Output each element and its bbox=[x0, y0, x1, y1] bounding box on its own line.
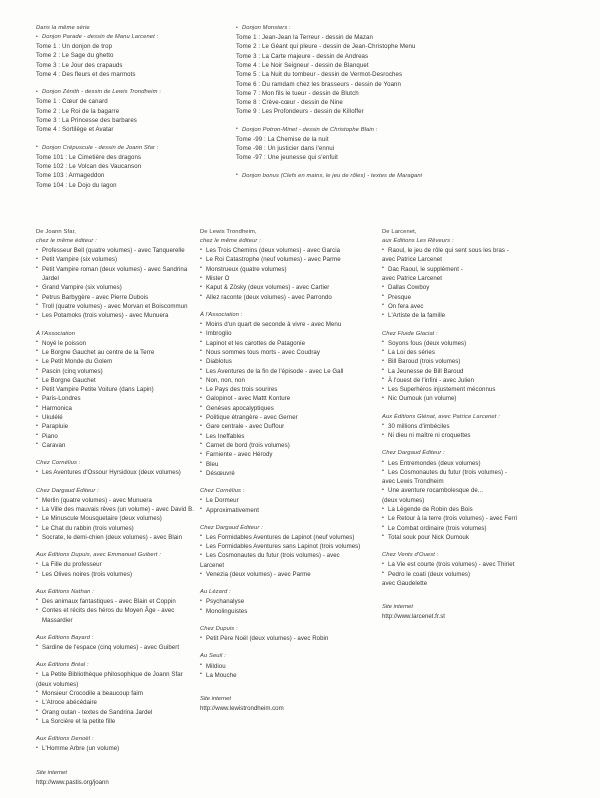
series-title bbox=[36, 88, 218, 97]
bibliography-item: • Parapluie bbox=[36, 422, 200, 431]
series-title-credit: - dessin de Christophe Blain bbox=[297, 126, 375, 133]
site-label-trondheim: Site internet bbox=[200, 696, 231, 703]
series-volume-line: Tome 7 : Mon fils le tueur - dessin de Blutch bbox=[236, 89, 359, 97]
bibliography-item: • Kaput & Zösky (deux volumes) - avec Cartier bbox=[200, 283, 382, 292]
publisher-group bbox=[36, 588, 200, 625]
series-volume-line: Tome 5 : La Nuit du tombeur - dessin de Vermot-Desroches bbox=[236, 71, 403, 79]
publisher-group bbox=[200, 487, 382, 515]
series-volume-line: Tome -98 : Un justicier dans l'ennui bbox=[236, 145, 335, 153]
bibliography-item: • Merlin (quatre volumes) - avec Munuera bbox=[36, 496, 200, 505]
bibliography-item: • La Jeunesse de Bill Baroud bbox=[382, 367, 600, 376]
bibliography-item: avec Lewis Trondheim bbox=[382, 478, 444, 486]
publisher-group bbox=[36, 330, 200, 451]
bibliography-item: Larcenet bbox=[200, 561, 225, 569]
publisher-heading: À l'Association bbox=[36, 330, 76, 337]
bibliography-item: • Presque bbox=[382, 293, 600, 302]
series-title-name: Donjon Potron-Minet bbox=[242, 126, 298, 133]
publisher-heading: Chez Cornélius : bbox=[200, 488, 245, 495]
series-group bbox=[236, 172, 600, 181]
publisher-group bbox=[36, 551, 200, 579]
bibliography-item: • Petit Vampire (six volumes) bbox=[36, 255, 200, 264]
publisher-heading: Au Lézard : bbox=[200, 589, 231, 596]
publisher-heading: Au Seuil : bbox=[200, 653, 226, 660]
publisher-group bbox=[382, 246, 600, 320]
publisher-heading: À l'Association : bbox=[200, 311, 243, 318]
bibliography-column-larcenet bbox=[382, 228, 600, 787]
bibliography-item: • Grand Vampire (six volumes) bbox=[36, 283, 200, 292]
bibliography-item: • Mister O bbox=[200, 274, 382, 283]
series-title bbox=[36, 144, 218, 153]
bibliography-item: • 30 millions d'imbéciles bbox=[382, 422, 600, 431]
site-label-larcenet: Site internet bbox=[382, 604, 413, 611]
publisher-heading: Chez Dargaud Éditeur : bbox=[200, 524, 263, 531]
bibliography-item: • Piano bbox=[36, 432, 200, 441]
bibliography-item: • La Vie est courte (trois volumes) - avec Thiriet bbox=[382, 560, 600, 569]
bibliography-column-sfar bbox=[0, 228, 200, 787]
bibliography-item: • Imbroglio bbox=[200, 329, 382, 338]
bibliography-item: • Lapinot et les carottes de Patagonie bbox=[200, 339, 382, 348]
publisher-heading: Aux Éditions Bayard : bbox=[36, 634, 94, 641]
publisher-group bbox=[36, 459, 200, 477]
series-volume-line: Tome -97 : Une jeunesse qui s'enfuit bbox=[236, 154, 338, 162]
series-volume-line: Tome 3 : Le Jour des crapauds bbox=[36, 61, 123, 69]
bibliography-item: • Le Petit Monde du Golem bbox=[36, 357, 200, 366]
series-title bbox=[236, 172, 600, 181]
bibliography-item: • Approximativement bbox=[200, 506, 382, 515]
publisher-group bbox=[36, 661, 200, 726]
bibliography-item: • Professeur Bell (quatre volumes) - avec Tanquerelle bbox=[36, 246, 200, 255]
publisher-heading: Aux Éditions Glénat, avec Patrice Larcenet : bbox=[382, 413, 500, 420]
bibliography-item: • Les Potamoks (trois volumes) - avec Munuera bbox=[36, 311, 200, 320]
bibliography-item: • Bill Baroud (trois volumes) bbox=[382, 357, 600, 366]
bibliography-item: • Des animaux fantastiques - avec Blain et Coppin bbox=[36, 597, 200, 606]
site-url-trondheim[interactable]: http://www.lewistrondheim.com bbox=[200, 705, 284, 713]
bibliography-item: • Socrate, le demi-chien (deux volumes) - avec Blain bbox=[36, 533, 200, 542]
bibliography-item: • Ni dieu ni maître ni croquettes bbox=[382, 431, 600, 440]
series-volume-line: Tome 9 : Les Profondeurs - dessin de Killoffer bbox=[236, 108, 364, 116]
bibliography-item: • Une aventure rocambolesque de... bbox=[382, 486, 600, 495]
publisher-group bbox=[382, 330, 600, 404]
bibliography-item: • Paris-Londres bbox=[36, 394, 200, 403]
bibliography-item: • Les Superhéros injustement méconnus bbox=[382, 385, 600, 394]
author-subtitle-trondheim: chez le même éditeur : bbox=[200, 238, 261, 245]
publisher-heading: Chez Dargaud Éditeur : bbox=[36, 487, 99, 494]
series-title-suffix: : bbox=[287, 25, 291, 31]
publisher-group bbox=[36, 487, 200, 543]
bibliography-item: • Nous sommes tous morts - avec Coudray bbox=[200, 348, 382, 357]
bibliography-item: • La Légende de Robin des Bois bbox=[382, 505, 600, 514]
bibliography-item: • Les Aventures de la fin de l'épisode - avec Le Gall bbox=[200, 367, 382, 376]
series-volume-line: Tome 2 : Le Roi de la bagarre bbox=[36, 107, 120, 115]
same-series-right-groups bbox=[236, 24, 600, 181]
publisher-group bbox=[382, 551, 600, 588]
same-series-left-groups bbox=[36, 33, 218, 190]
bibliography-item: • Galopinot - avec Mattt Konture bbox=[200, 394, 382, 403]
series-volume-line: Tome 3 : La Princesse des barbares bbox=[36, 117, 137, 125]
series-group bbox=[236, 24, 600, 117]
bibliography-item: • Sardine de l'espace (cinq volumes) - avec Guibert bbox=[36, 643, 200, 652]
bibliography-item: • Dac Raoul, le supplément - bbox=[382, 265, 600, 274]
bibliography-item: • La Ville des mauvais rêves (un volume) - avec David B. bbox=[36, 505, 200, 514]
bibliography-item: • Les Ineffables bbox=[200, 432, 382, 441]
bibliography-item: • Le Chat du rabbin (trois volumes) bbox=[36, 524, 200, 533]
series-volume-line: Tome 2 : Le Géant qui pleure - dessin de Jean-Christophe Menu bbox=[236, 43, 416, 51]
series-volume-line: Tome 102 : Le Volcan des Vaucanson bbox=[36, 163, 142, 171]
bibliography-item: • Venezia (deux volumes) - avec Parme bbox=[200, 570, 382, 579]
bibliography-item: • Ukulélé bbox=[36, 413, 200, 422]
series-volume-line: Tome 104 : Le Dojo du lagon bbox=[36, 181, 117, 189]
publisher-group bbox=[36, 246, 200, 320]
series-group bbox=[36, 88, 218, 134]
bibliography-item: • Bleu bbox=[200, 460, 382, 469]
bibliography-item: • Nic Oumouk (un volume) bbox=[382, 394, 600, 403]
publisher-heading: Chez Vents d'Ouest : bbox=[382, 552, 439, 559]
series-title bbox=[236, 126, 600, 135]
bibliography-item: • Petrus Barbygère - avec Pierre Dubois bbox=[36, 293, 200, 302]
publisher-heading: Aux Éditions Dupuis, avec Emmanuel Guibert : bbox=[36, 552, 161, 559]
trondheim-sections bbox=[200, 246, 382, 680]
bibliography-item: • Les Formidables Aventures de Lapinot (neuf volumes) bbox=[200, 533, 382, 542]
series-title-name: Donjon Crépuscule bbox=[42, 144, 94, 151]
series-volume-line: Tome 1 : Jean-Jean la Terreur - dessin de Mazan bbox=[236, 34, 374, 42]
bibliography-item: • Le Retour à la terre (trois volumes) - avec Ferri bbox=[382, 514, 600, 523]
bibliography-item: • Farniente - avec Hérody bbox=[200, 450, 382, 459]
bibliography-item: • La Petite Bibliothèque philosophique de Joann Sfar bbox=[36, 670, 200, 679]
author-name-sfar: De Joann Sfar, bbox=[36, 229, 77, 235]
bibliography-item: • Le Combat ordinaire (trois volumes) bbox=[382, 524, 600, 533]
bibliography-item: • Le Borgne Gauchet au centre de la Terre bbox=[36, 348, 200, 357]
same-series-left-column bbox=[0, 24, 218, 199]
bibliography-item: • Petit Vampire roman (deux volumes) - avec Sandrina Jardel bbox=[36, 265, 200, 284]
publisher-group bbox=[200, 246, 382, 302]
bibliography-item: • La Fille du professeur bbox=[36, 560, 200, 569]
bibliography-item: • Les Olives noires (trois volumes) bbox=[36, 570, 200, 579]
bibliography-item: • Carnet de bord (trois volumes) bbox=[200, 441, 382, 450]
bibliography-item: • Le Roi Catastrophe (neuf volumes) - avec Parme bbox=[200, 255, 382, 264]
bibliography-item: • Les Aventures d'Ossour Hyrsidoux (deux volumes) bbox=[36, 468, 200, 477]
publisher-group bbox=[36, 735, 200, 753]
series-title-credit: - dessin de Joann Sfar bbox=[93, 144, 155, 151]
publisher-group bbox=[200, 652, 382, 680]
bibliography-item: • La Loi des séries bbox=[382, 348, 600, 357]
bibliography-item: • Petit Vampire Petite Voiture (dans Lapin) bbox=[36, 385, 200, 394]
bibliography-item: • L'Atroce abécédaire bbox=[36, 698, 200, 707]
publisher-group bbox=[382, 449, 600, 542]
bibliography-item: • Non, non, non bbox=[200, 376, 382, 385]
series-title-suffix: : bbox=[154, 34, 159, 41]
series-volume-line: Tome 1 : Un donjon de trop bbox=[36, 43, 113, 51]
bibliography-item: • Contes et récits des héros du Moyen Âge - avec Massardier bbox=[36, 606, 200, 625]
bibliography-item: • Troll (quatre volumes) - avec Morvan et Boiscommun bbox=[36, 302, 200, 311]
bibliography-item: • Politique étrangère - avec Gerner bbox=[200, 413, 382, 422]
bibliography-item: • À l'ouest de l'infini - avec Julien bbox=[382, 376, 600, 385]
publisher-heading: Chez Dargaud Éditeur : bbox=[382, 450, 445, 457]
bibliography-item: • Monstrueux (quatre volumes) bbox=[200, 265, 382, 274]
bibliography-item: • Désœuvré bbox=[200, 469, 382, 478]
publisher-group bbox=[200, 311, 382, 478]
bibliography-item: • Monsieur Crocodile a beaucoup faim bbox=[36, 689, 200, 698]
bibliography-item: (deux volumes) bbox=[36, 680, 79, 688]
bibliography-item: • Allez raconte (deux volumes) - avec Parrondo bbox=[200, 293, 382, 302]
author-name-trondheim: De Lewis Trondheim, bbox=[200, 229, 257, 235]
series-group bbox=[236, 126, 600, 163]
author-name-larcenet: De Larcenet, bbox=[382, 229, 417, 235]
publisher-heading: Chez Fluide Glacial : bbox=[382, 330, 438, 337]
bibliography-item: • Dallas Cowboy bbox=[382, 283, 600, 292]
series-title-suffix: : bbox=[154, 144, 159, 151]
series-title-credit: - dessin de Manu Larcenet bbox=[81, 34, 155, 41]
series-volume-line: Tome 4 : Le Noir Seigneur - dessin de Blanquet bbox=[236, 61, 369, 69]
author-subtitle-larcenet: aux Éditions Les Rêveurs : bbox=[382, 238, 454, 245]
bibliography-item: avec Patrice Larcenet bbox=[382, 256, 442, 264]
series-title-suffix: : bbox=[374, 126, 378, 133]
publisher-heading: Aux Éditions Nathan : bbox=[36, 588, 94, 595]
series-volume-line: Tome -99 : La Chemise de la nuit bbox=[236, 135, 329, 143]
publisher-group bbox=[382, 413, 600, 441]
bibliography-item: (deux volumes) bbox=[382, 496, 425, 504]
bibliography-item: • Les Cosmonautes du futur (trois volumes) - bbox=[382, 468, 600, 477]
publisher-heading: Aux Éditions Denoël : bbox=[36, 736, 94, 743]
series-title bbox=[236, 24, 600, 33]
bibliography-item: • Psychanalyse bbox=[200, 597, 382, 606]
site-url-larcenet[interactable]: http://www.larcenet.fr.st bbox=[382, 613, 445, 621]
publisher-heading: Chez Cornélius : bbox=[36, 460, 81, 467]
series-volume-line: Tome 103 : Armageddon bbox=[36, 172, 105, 180]
bibliography-column-trondheim bbox=[200, 228, 382, 787]
series-title-credit: - dessin de Lewis Trondheim bbox=[79, 89, 158, 96]
series-volume-line: Tome 2 : Le Sage du ghetto bbox=[36, 52, 114, 60]
same-series-intro: Dans la même série bbox=[36, 25, 90, 31]
bibliography-item: • Mildiou bbox=[200, 662, 382, 671]
site-label-sfar: Site internet bbox=[36, 769, 67, 776]
bibliography-item: • Orang outan - textes de Sandrina Jardel bbox=[36, 708, 200, 717]
site-url-sfar[interactable]: http://www.pastis.org/joann bbox=[36, 778, 109, 786]
bibliography-item: • Total souk pour Nick Oumouk bbox=[382, 533, 600, 542]
bibliography-item: • Pascin (cinq volumes) bbox=[36, 367, 200, 376]
bibliography-item: • Les Cosmonautes du futur (trois volumes) - avec bbox=[200, 551, 382, 560]
series-group bbox=[36, 144, 218, 190]
series-volume-line: Tome 4 : Sortilège et Avatar bbox=[36, 126, 114, 134]
series-volume-line: Tome 3 : La Carte majeure - dessin de Andreas bbox=[236, 52, 369, 60]
author-subtitle-sfar: chez le même éditeur : bbox=[36, 238, 97, 245]
series-title-name: Donjon Monsters bbox=[242, 25, 288, 31]
bibliography-item: avec Patrice Larcenet bbox=[382, 275, 442, 283]
bibliography-item: • Le Dormeur bbox=[200, 496, 382, 505]
bibliography-item: • Soyons fous (deux volumes) bbox=[382, 339, 600, 348]
bibliography-item: • Pedro le coati (deux volumes) bbox=[382, 570, 600, 579]
series-volume-line: Tome 1 : Cœur de canard bbox=[36, 98, 108, 106]
series-title-name: Donjon Parade bbox=[42, 34, 82, 41]
bibliography-item: • Les Entremondes (deux volumes) bbox=[382, 459, 600, 468]
bibliography-item: • L'Homme Arbre (un volume) bbox=[36, 744, 200, 753]
bibliography-item: • Les Formidables Aventures sans Lapinot (trois volumes) bbox=[200, 542, 382, 551]
series-title-name: Donjon Zénith bbox=[42, 89, 80, 96]
series-title bbox=[36, 33, 218, 42]
bibliography-item: • Le Borgne Gauchet bbox=[36, 376, 200, 385]
bibliography-item: • Monolinguistes bbox=[200, 607, 382, 616]
bibliography-item: • Diablotus bbox=[200, 357, 382, 366]
bibliography-item: • Moins d'un quart de seconde à vivre - avec Menu bbox=[200, 320, 382, 329]
series-title-name: Donjon bonus bbox=[242, 172, 279, 179]
series-title-suffix: : bbox=[157, 89, 161, 96]
bibliography-item: avec Gaudelette bbox=[382, 579, 428, 587]
bibliography-item: • Le Minuscule Mousquetaire (deux volumes) bbox=[36, 514, 200, 523]
bibliography-item: • Caravan bbox=[36, 441, 200, 450]
same-series-section bbox=[0, 24, 600, 199]
series-group bbox=[36, 33, 218, 79]
bibliography-item: • La Mouche bbox=[200, 671, 382, 680]
bibliography-item: • Genèses apocalyptiques bbox=[200, 404, 382, 413]
larcenet-sections bbox=[382, 246, 600, 588]
bibliography-item: • Gare centrale - avec Duffour bbox=[200, 422, 382, 431]
series-volume-line: Tome 8 : Crève-cœur - dessin de Nine bbox=[236, 99, 343, 107]
publisher-group bbox=[200, 524, 382, 580]
bibliography-item: • Les Trois Chemins (deux volumes) - avec Garcia bbox=[200, 246, 382, 255]
bibliography-section bbox=[0, 228, 600, 787]
bibliography-item: • Le Pays des trois sourires bbox=[200, 385, 382, 394]
publisher-group bbox=[200, 588, 382, 616]
publisher-group bbox=[36, 634, 200, 652]
sfar-sections bbox=[36, 246, 200, 753]
bibliography-item: • Harmonica bbox=[36, 404, 200, 413]
series-volume-line: Tome 4 : Des fleurs et des marmots bbox=[36, 71, 136, 79]
publisher-heading: Chez Dupuis : bbox=[200, 626, 238, 633]
same-series-right-column bbox=[218, 24, 600, 199]
bibliography-item: • On fera avec bbox=[382, 302, 600, 311]
series-volume-line: Tome 6 : Du ramdam chez les brasseurs - dessin de Yoann bbox=[236, 80, 402, 88]
bibliography-item: • Raoul, le jeu de rôle qui sent sous les bras - bbox=[382, 246, 600, 255]
bibliography-item: • L'Artiste de la famille bbox=[382, 311, 600, 320]
publisher-heading: Aux Éditions Bréal : bbox=[36, 662, 89, 669]
bibliography-item: • Noyé le poisson bbox=[36, 339, 200, 348]
bibliography-item: • Petit Père Noël (deux volumes) - avec Robin bbox=[200, 634, 382, 643]
publisher-group bbox=[200, 625, 382, 643]
bibliography-item: • La Sorcière et la petite fille bbox=[36, 717, 200, 726]
series-volume-line: Tome 101 : Le Cimetière des dragons bbox=[36, 153, 142, 161]
series-title-credit: (Clefs en mains, le jeu de rôles) - textes de Maragani bbox=[278, 172, 423, 179]
